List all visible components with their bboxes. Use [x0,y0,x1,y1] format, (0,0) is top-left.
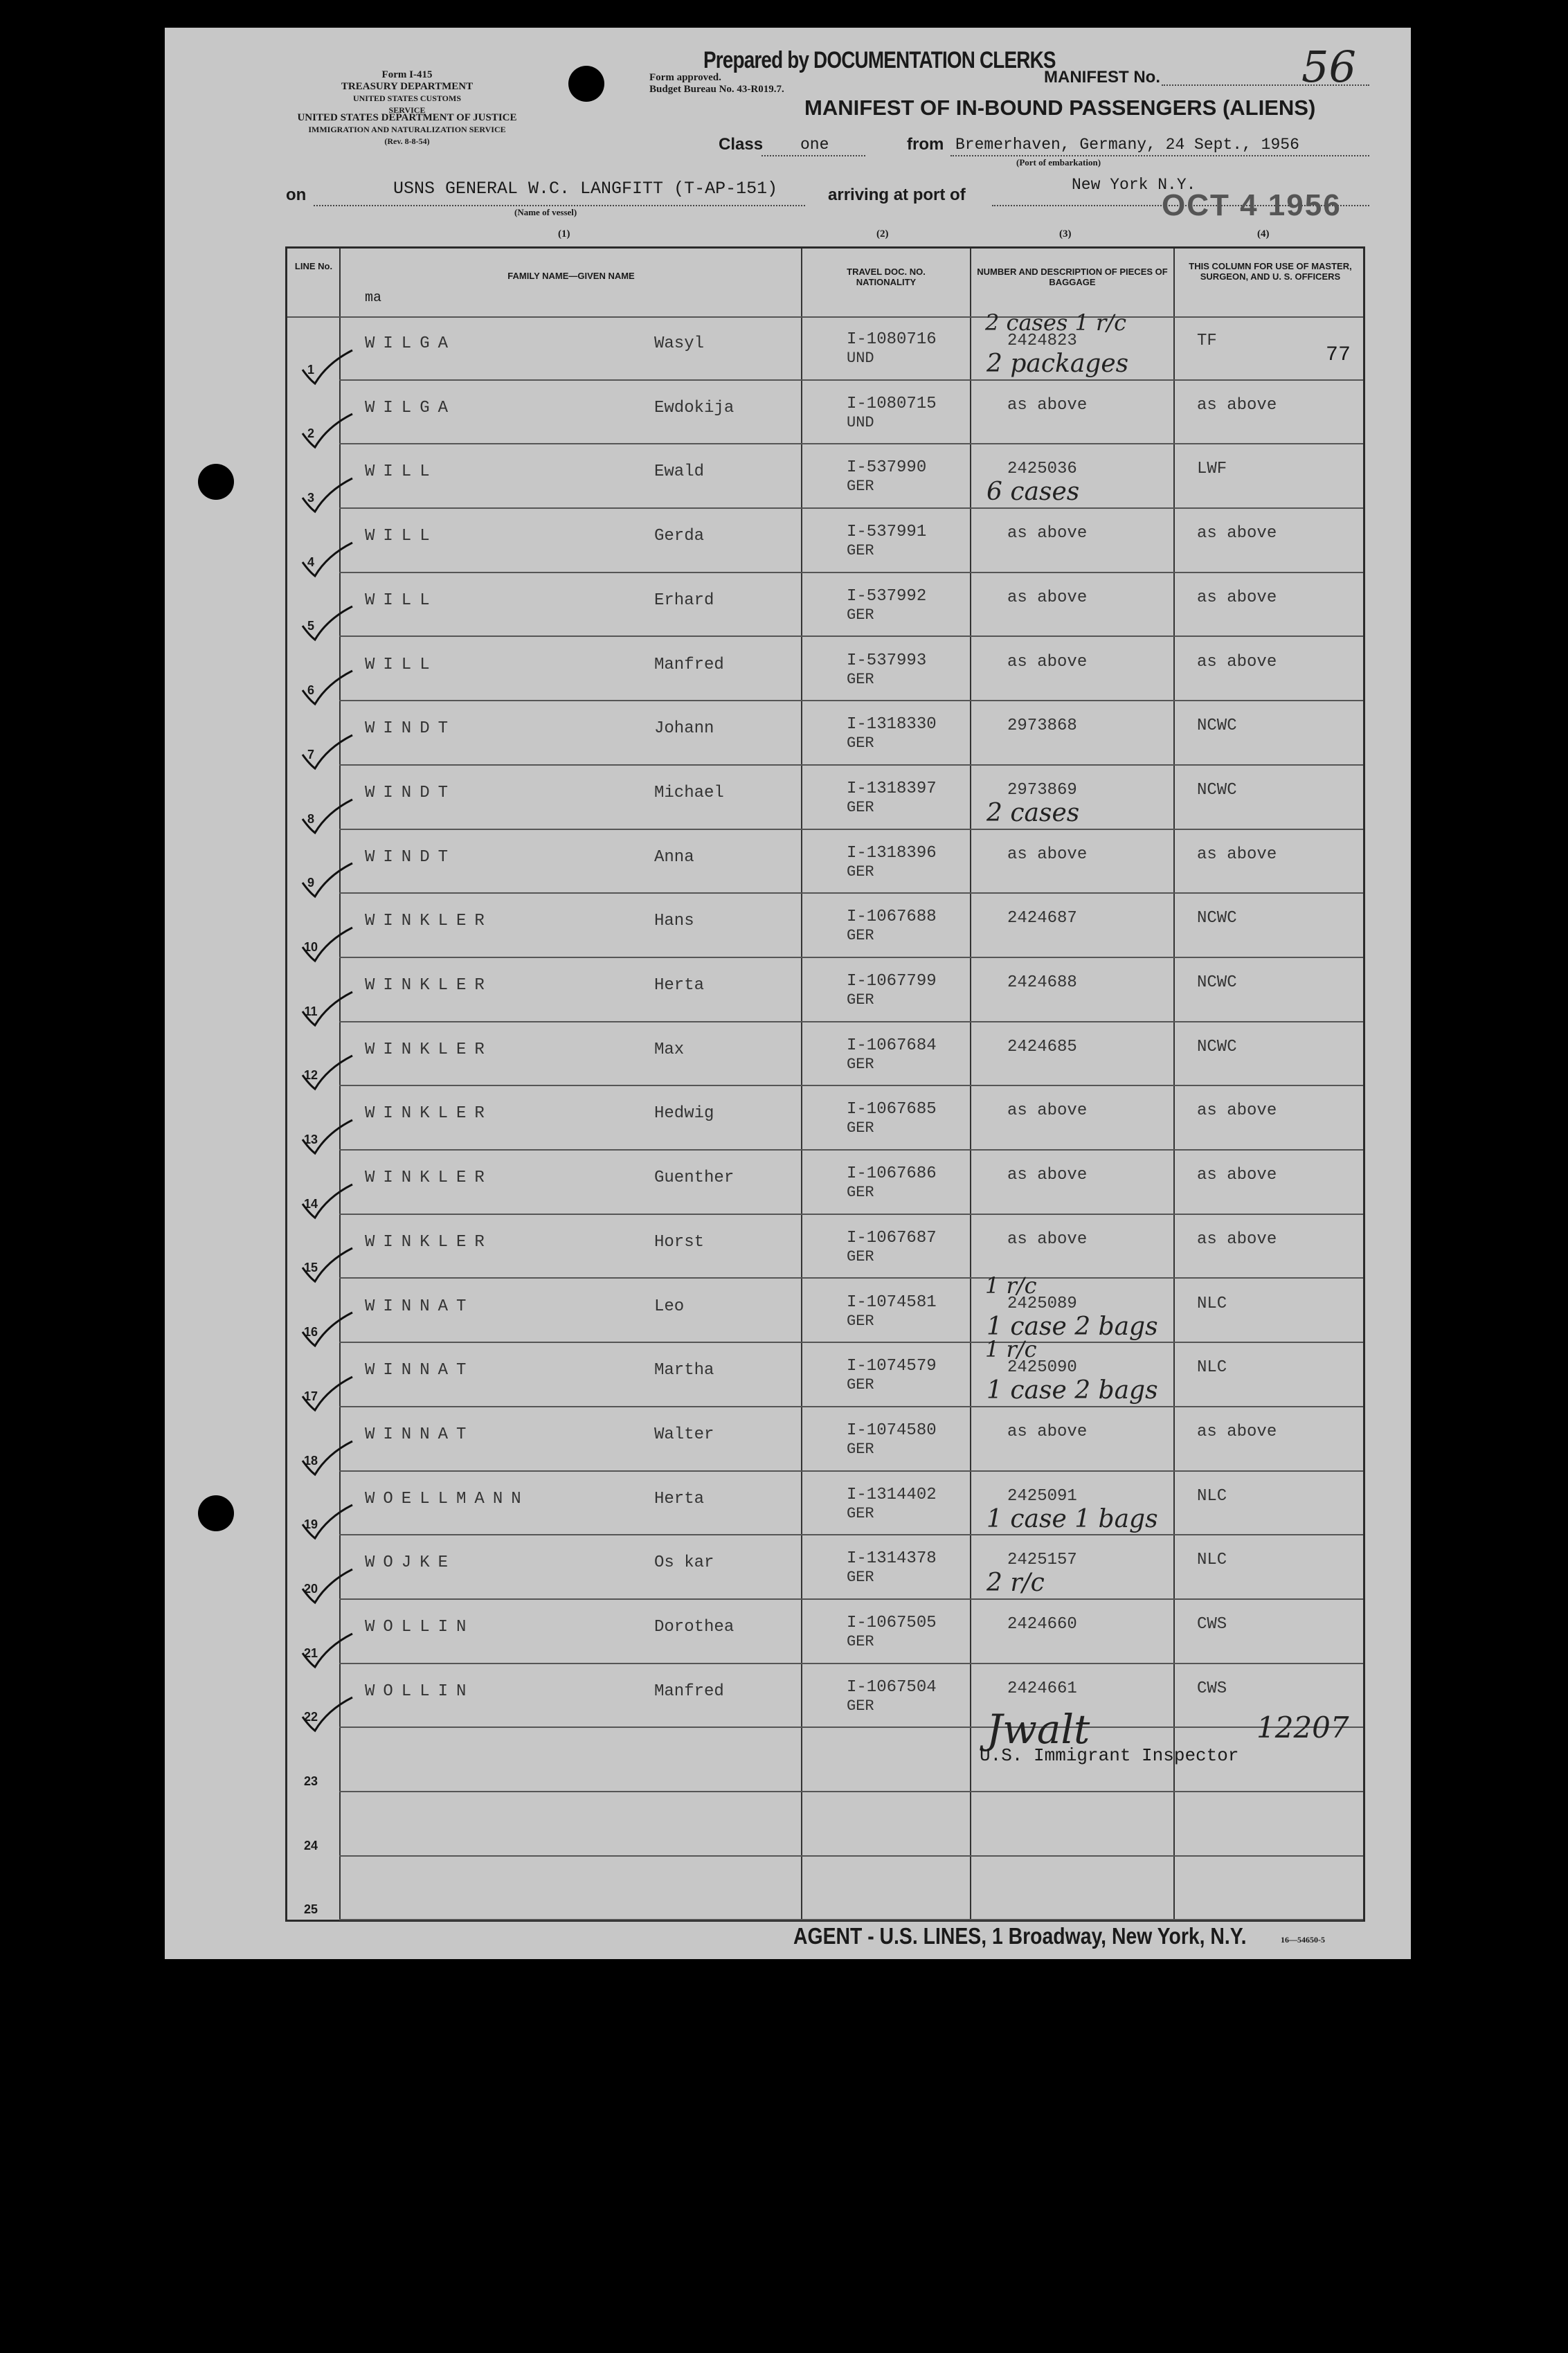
inspector-title: U.S. Immigrant Inspector [980,1745,1239,1766]
agent-footer: AGENT - U.S. LINES, 1 Broadway, New York, N.Y. [793,1923,1247,1949]
baggage-handwritten-2: 1 case 2 bags [986,1376,1158,1405]
baggage-desc: as above [1007,1101,1088,1121]
family-name: WINNAT [365,1425,475,1444]
vessel-caption: (Name of vessel) [514,207,577,217]
inspector-number: 12207 [1256,1711,1349,1745]
table-row [287,309,1363,381]
nationality: UND [847,350,874,367]
baggage-desc: as above [1007,588,1088,607]
family-name: WINNAT [365,1361,475,1380]
family-name: WOLLIN [365,1682,475,1701]
travel-doc-no: I-1314402 [847,1485,937,1504]
family-name: WINDT [365,719,457,739]
from-line [950,155,1369,156]
table-row [287,1857,1363,1921]
baggage-desc: 2424687 [1007,909,1077,928]
travel-doc-no: I-1067685 [847,1100,937,1119]
baggage-handwritten-2: 1 case 2 bags [986,1312,1158,1341]
baggage-handwritten: 1 r/c [985,1336,1037,1363]
form-code: 16—54650-5 [1281,1935,1325,1945]
family-name: WILGA [365,398,457,417]
row-rule [339,1919,1363,1920]
travel-doc-no: I-1067687 [847,1228,937,1247]
officer-note: as above [1197,1422,1277,1441]
given-name: Gerda [654,527,705,546]
baggage-handwritten-2: 2 packages [986,350,1129,378]
manifest-title: MANIFEST OF IN-BOUND PASSENGERS (ALIENS) [804,96,1316,120]
baggage-desc: 2973869 [1007,780,1077,800]
table-row [287,1336,1363,1407]
col-header-baggage: NUMBER AND DESCRIPTION OF PIECES OF BAGGAGE [977,267,1168,287]
baggage-desc: as above [1007,652,1088,671]
travel-doc-no: I-537990 [847,458,927,478]
travel-doc-no: I-1080716 [847,330,937,349]
table-row [287,830,1363,894]
table-row [287,1151,1363,1215]
col-header-doc: TRAVEL DOC. NO. NATIONALITY [847,267,926,287]
baggage-handwritten-2: 1 case 1 bags [986,1504,1158,1533]
baggage-desc: 2425090 [1007,1358,1077,1378]
table-row [287,1664,1363,1729]
travel-doc-no: I-537992 [847,586,927,606]
line-number: 5 [307,619,314,633]
officer-note: TF [1197,332,1217,350]
travel-doc-no: I-1067686 [847,1164,937,1184]
line-number: 9 [307,876,314,890]
line-number: 19 [303,1517,318,1532]
given-name: Manfred [654,655,724,674]
ins-label: IMMIGRATION AND NATURALIZATION SERVICE [308,125,506,134]
travel-doc-no: I-1074579 [847,1357,937,1376]
nationality: GER [847,1247,874,1265]
line-number: 3 [307,491,314,505]
given-name: Os kar [654,1553,714,1573]
line-number: 4 [307,555,314,569]
family-name: WILGA [365,334,457,353]
line-number: 12 [303,1068,318,1083]
port-caption: (Port of embarkation) [1016,157,1101,168]
form-block [338,69,476,116]
family-name: WINKLER [365,912,493,931]
travel-doc-no: I-1318397 [847,779,937,798]
officer-note: as above [1197,395,1277,415]
col-num-3: (3) [1059,228,1072,240]
punch-hole-left-lower [198,1495,234,1531]
officer-note: as above [1197,845,1277,864]
officer-note: NLC [1197,1486,1227,1506]
nationality: GER [847,1055,874,1073]
baggage-desc: 2424688 [1007,973,1077,992]
form-number: Form I-415 [381,69,433,80]
travel-doc-no: I-1067684 [847,1036,937,1055]
passenger-table [285,246,1365,1922]
line-number: 6 [307,683,314,698]
baggage-desc: 2424823 [1007,332,1077,350]
officer-note: NLC [1197,1551,1227,1570]
officer-note: NCWC [1197,909,1237,928]
col-header-officers: THIS COLUMN FOR USE OF MASTER, SURGEON, AND U. S. OFFICERS [1189,261,1352,282]
baggage-desc: as above [1007,524,1088,543]
given-name: Max [654,1040,685,1059]
given-name: Horst [654,1232,705,1252]
line-number: 13 [303,1133,318,1147]
given-name: Wasyl [654,334,705,353]
table-row [287,766,1363,830]
table-row [287,1472,1363,1536]
line-number: 17 [303,1389,318,1403]
baggage-desc: 2425091 [1007,1486,1077,1506]
baggage-handwritten-2: 6 cases [986,478,1080,507]
col-num-4: (4) [1257,228,1270,240]
travel-doc-no: I-1074581 [847,1292,937,1312]
embarkation-value: Bremerhaven, Germany, 24 Sept., 1956 [955,136,1299,154]
manifest-no-label: MANIFEST No. [1044,68,1160,87]
nationality: GER [847,1697,874,1715]
inspector-signature: Jwalt [986,1706,1090,1753]
travel-doc-no: I-1067504 [847,1677,937,1697]
given-name: Manfred [654,1682,724,1701]
baggage-desc: as above [1007,845,1088,864]
given-name: Anna [654,847,694,867]
officer-note: CWS [1197,1679,1227,1698]
manifest-no: 56 [1301,42,1356,92]
officer-note: CWS [1197,1615,1227,1634]
nationality: GER [847,1633,874,1650]
table-row [287,573,1363,638]
given-name: Guenther [654,1169,735,1188]
family-name: WINKLER [365,1169,493,1188]
table-row [287,1086,1363,1151]
from-label: from [907,135,944,154]
vessel-name: USNS GENERAL W.C. LANGFITT (T-AP-151) [393,179,778,199]
travel-doc-no: I-1318396 [847,843,937,863]
col-num-2: (2) [876,228,889,240]
line-number: 7 [307,747,314,761]
officer-note: NLC [1197,1294,1227,1313]
class-line [762,155,865,156]
punch-hole-left-upper [198,464,234,500]
line-number: 2 [307,426,314,441]
line-number: 14 [303,1196,318,1211]
family-name: WINKLER [365,1104,493,1124]
given-name: Hans [654,912,694,931]
given-name: Michael [654,783,724,802]
table-row [287,509,1363,573]
budget-bureau-line: Budget Bureau No. 43-R019.7. [649,84,784,95]
given-name: Dorothea [654,1618,735,1637]
dept-block [276,112,539,147]
arriving-label: arriving at port of [828,186,966,204]
table-row [287,958,1363,1022]
date-stamp: OCT 4 1956 [1162,188,1342,222]
table-row [287,444,1363,509]
line-number: 18 [303,1453,318,1468]
nationality: GER [847,542,874,560]
table-row [287,1022,1363,1087]
given-name: Ewdokija [654,398,735,417]
prepared-by-stamp: Prepared by DOCUMENTATION CLERKS [703,47,1056,73]
nationality: GER [847,927,874,945]
baggage-handwritten-2: 2 cases [986,798,1080,827]
name-note: ma [365,290,382,306]
nationality: GER [847,1312,874,1330]
line-number: 15 [303,1261,318,1275]
family-name: WINDT [365,783,457,802]
doj-label: UNITED STATES DEPARTMENT OF JUSTICE [297,112,517,123]
nationality: GER [847,1119,874,1137]
officer-note: as above [1197,524,1277,543]
nationality: GER [847,1569,874,1587]
baggage-desc: as above [1007,1422,1088,1441]
nationality: GER [847,1184,874,1202]
officer-note: as above [1197,1166,1277,1185]
treasury-dept: TREASURY DEPARTMENT [341,81,474,92]
col-header-line: LINE No. [294,261,333,271]
baggage-desc: 2424660 [1007,1615,1077,1634]
line-number: 10 [303,939,318,954]
table-row [287,1535,1363,1600]
nationality: GER [847,478,874,496]
family-name: WOELLMANN [365,1489,530,1508]
given-name: Hedwig [654,1104,714,1124]
table-row [287,1792,1363,1857]
baggage-handwritten-2: 2 r/c [986,1569,1045,1598]
manifest-page [165,28,1411,1959]
arrival-port: New York N.Y. [1072,176,1196,194]
given-name: Walter [654,1425,714,1444]
officer-note: NCWC [1197,780,1237,800]
line-number: 21 [303,1646,318,1660]
table-row [287,1407,1363,1472]
travel-doc-no: I-1067505 [847,1614,937,1632]
baggage-desc: 2425036 [1007,460,1077,479]
line-number: 24 [303,1838,318,1852]
baggage-desc: 2424685 [1007,1037,1077,1056]
form-approved-line: Form approved. [649,72,721,83]
officer-note: LWF [1197,460,1227,479]
table-row [287,381,1363,445]
table-row [287,1600,1363,1664]
revision-label: (Rev. 8-8-54) [384,136,430,146]
travel-doc-no: I-537991 [847,523,927,542]
given-name: Martha [654,1361,714,1380]
family-name: WILL [365,590,438,610]
baggage-desc: 2973868 [1007,716,1077,736]
travel-doc-no: I-1080715 [847,394,937,413]
given-name: Herta [654,1489,705,1508]
nationality: GER [847,798,874,816]
family-name: WILL [365,655,438,674]
family-name: WOLLIN [365,1618,475,1637]
extra-note: 77 [1326,343,1351,367]
nationality: GER [847,670,874,688]
family-name: WINDT [365,847,457,867]
punch-hole-top [568,66,604,102]
baggage-desc: 2425157 [1007,1551,1077,1570]
family-name: WILL [365,462,438,482]
baggage-desc: 2424661 [1007,1679,1077,1698]
officer-note: NLC [1197,1358,1227,1378]
col-num-1: (1) [558,228,570,240]
travel-doc-no: I-1067688 [847,908,937,927]
officer-note: NCWC [1197,1037,1237,1056]
class-value: one [800,136,829,154]
nationality: GER [847,991,874,1009]
baggage-desc: 2425089 [1007,1294,1077,1313]
on-label: on [286,186,307,204]
nationality: GER [847,1504,874,1522]
given-name: Ewald [654,462,705,482]
baggage-handwritten: 1 r/c [985,1272,1037,1299]
officer-note: as above [1197,1101,1277,1121]
officer-note: NCWC [1197,973,1237,992]
baggage-desc: as above [1007,1166,1088,1185]
family-name: WINNAT [365,1297,475,1316]
table-row [287,701,1363,766]
line-number: 22 [303,1710,318,1724]
family-name: WILL [365,527,438,546]
family-name: WINKLER [365,1232,493,1252]
table-row [287,1215,1363,1279]
nationality: GER [847,606,874,624]
form-approved [649,72,784,96]
officer-note: as above [1197,652,1277,671]
officer-note: as above [1197,1229,1277,1249]
travel-doc-no: I-537993 [847,651,927,670]
nationality: GER [847,734,874,752]
line-number: 25 [303,1902,318,1917]
nationality: GER [847,1376,874,1394]
nationality: GER [847,863,874,881]
travel-doc-no: I-1318330 [847,715,937,734]
class-label: Class [719,135,764,154]
line-number: 1 [307,362,314,377]
nationality: UND [847,413,874,431]
given-name: Erhard [654,590,714,610]
travel-doc-no: I-1074580 [847,1421,937,1440]
col-header-name: FAMILY NAME—GIVEN NAME [507,271,635,281]
table-row [287,638,1363,702]
officer-note: NCWC [1197,716,1237,736]
family-name: WOJKE [365,1553,457,1573]
table-row [287,1272,1363,1344]
line-number: 23 [303,1774,318,1789]
given-name: Herta [654,976,705,995]
family-name: WINKLER [365,1040,493,1059]
family-name: WINKLER [365,976,493,995]
nationality: GER [847,1440,874,1458]
baggage-handwritten: 2 cases 1 r/c [985,309,1127,336]
officer-note: as above [1197,588,1277,607]
travel-doc-no: I-1314378 [847,1549,937,1569]
baggage-desc: as above [1007,1229,1088,1249]
given-name: Johann [654,719,714,739]
baggage-desc: as above [1007,395,1088,415]
line-number: 11 [304,1004,318,1018]
table-row [287,894,1363,958]
travel-doc-no: I-1067799 [847,972,937,991]
given-name: Leo [654,1297,685,1316]
line-number: 20 [303,1581,318,1596]
line-number: 8 [307,811,314,826]
line-number: 16 [303,1325,318,1340]
customs-service: UNITED STATES CUSTOMS SERVICE [352,93,462,115]
